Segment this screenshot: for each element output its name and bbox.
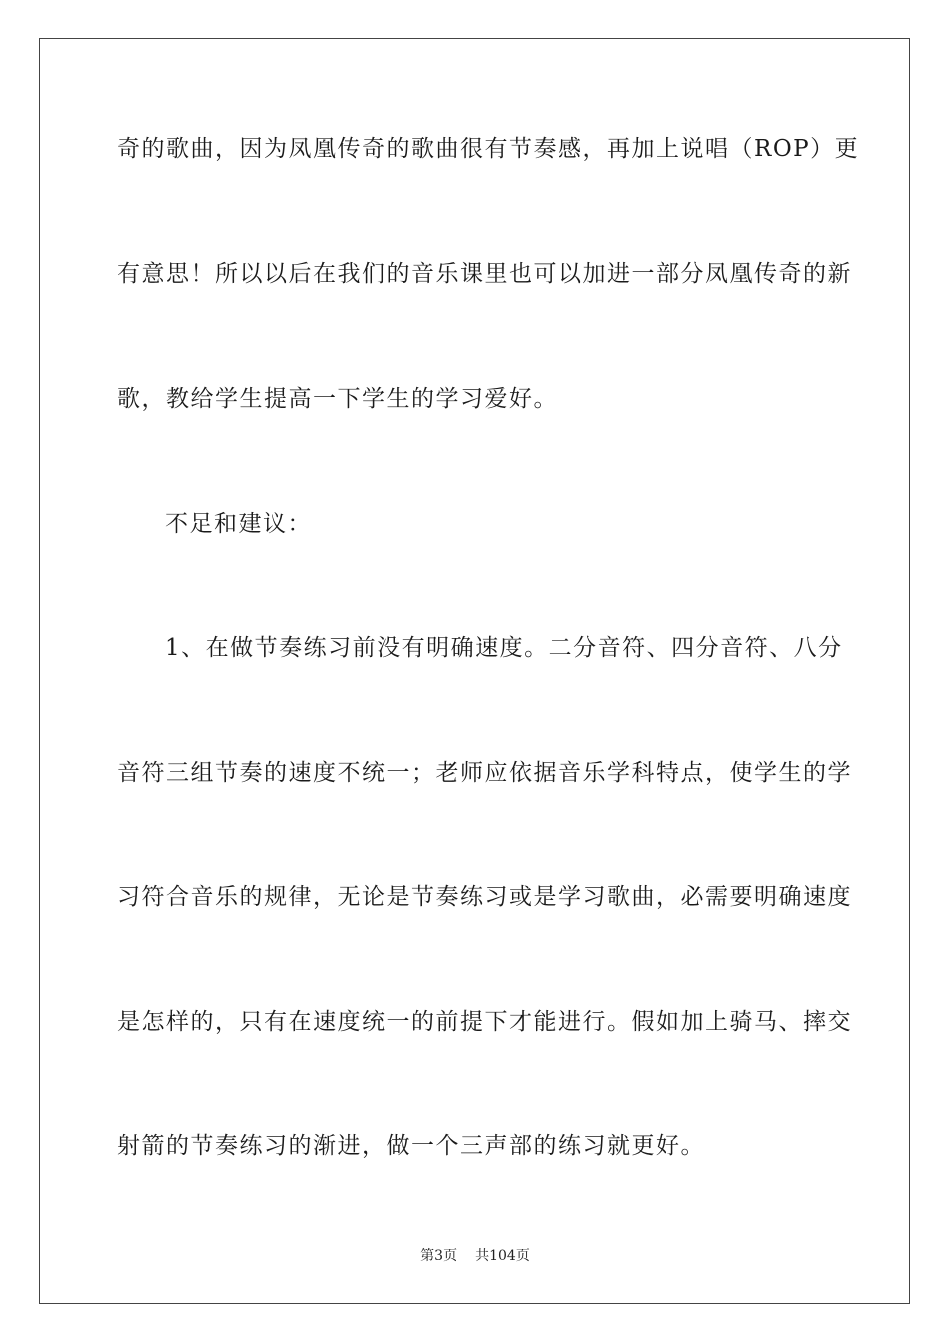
paragraph-line: 有意思！所以以后在我们的音乐课里也可以加进一部分凤凰传奇的新 xyxy=(117,261,852,287)
page-footer xyxy=(0,1247,950,1265)
paragraph-line: 歌，教给学生提高一下学生的学习爱好。 xyxy=(117,386,558,412)
page-total: 共104页 xyxy=(475,1248,530,1264)
paragraph-line: 1、在做节奏练习前没有明确速度。二分音符、四分音符、八分 xyxy=(165,635,843,661)
paragraph-line: 习符合音乐的规律，无论是节奏练习或是学习歌曲，必需要明确速度 xyxy=(117,884,852,910)
section-heading: 不足和建议： xyxy=(165,511,312,537)
paragraph-line: 奇的歌曲，因为凤凰传奇的歌曲很有节奏感，再加上说唱（ROP）更 xyxy=(117,136,860,162)
page-number: 第3页 xyxy=(420,1248,458,1264)
page-border xyxy=(39,38,910,1304)
paragraph-line: 是怎样的，只有在速度统一的前提下才能进行。假如加上骑马、摔交 xyxy=(117,1009,852,1035)
paragraph-line: 音符三组节奏的速度不统一；老师应依据音乐学科特点，使学生的学 xyxy=(117,760,852,786)
paragraph-line: 射箭的节奏练习的渐进，做一个三声部的练习就更好。 xyxy=(117,1133,705,1159)
